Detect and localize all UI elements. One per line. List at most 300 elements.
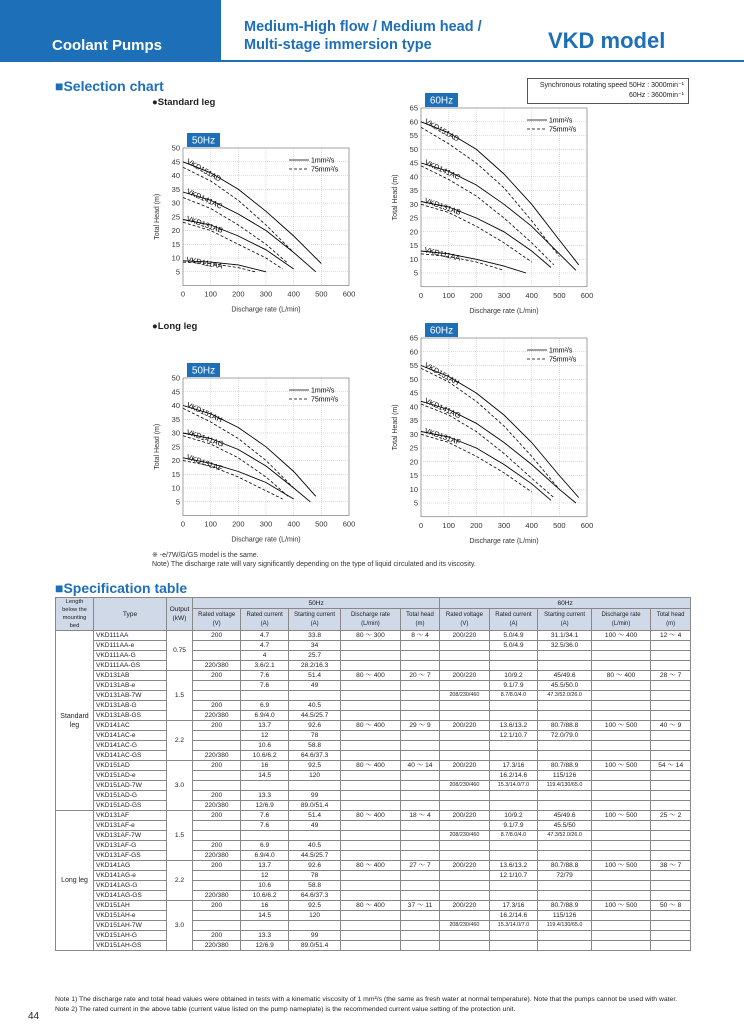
cell-value: 7.6: [241, 681, 289, 691]
cell-value: 10.6: [241, 741, 289, 751]
cell-value: [651, 891, 691, 901]
cell-value: 37 ～ 11: [400, 901, 440, 911]
cell-value: [400, 661, 440, 671]
col-subheader: Starting current (A): [288, 609, 340, 631]
x-tick-label: 400: [525, 290, 538, 300]
table-row: [56, 741, 691, 751]
legend-entry: 1mm²/s: [311, 157, 335, 165]
series-line-viscous: [183, 461, 283, 500]
col-output: Output (kW): [167, 598, 193, 631]
cell-value: [651, 661, 691, 671]
x-axis-label: Discharge rate (L/min): [231, 536, 301, 544]
cell-value: 200: [193, 701, 241, 711]
footnote-2: Note 2) The rated current in the above table (current value listed on the pump nameplate) is the recommended current value setting of the protection unit.: [55, 1006, 516, 1013]
cell-value: [400, 941, 440, 951]
y-tick-label: 45: [171, 157, 180, 167]
cell-value: [400, 801, 440, 811]
y-tick-label: 25: [409, 443, 418, 453]
x-tick-label: 600: [580, 520, 594, 530]
cell-value: 15.3/14.0/7.0: [489, 921, 538, 931]
cell-value: [591, 931, 651, 941]
table-row: [56, 831, 691, 841]
cell-type: VKD131AB: [94, 671, 167, 681]
cell-value: [591, 741, 651, 751]
cell-value: [538, 741, 591, 751]
cell-value: 25.7: [288, 651, 340, 661]
table-row: [56, 801, 691, 811]
cell-value: [651, 651, 691, 661]
cell-value: 58.8: [288, 741, 340, 751]
cell-value: 200: [193, 811, 241, 821]
cell-value: [489, 741, 538, 751]
cell-value: [489, 791, 538, 801]
x-tick-label: 200: [232, 289, 245, 299]
cell-value: 78: [288, 871, 340, 881]
x-axis-label: Discharge rate (L/min): [469, 537, 539, 545]
cell-value: [591, 851, 651, 861]
cell-value: 208/230/460: [440, 921, 489, 931]
series-line-viscous: [421, 127, 559, 256]
cell-value: [440, 751, 489, 761]
cell-value: [651, 881, 691, 891]
x-tick-label: 600: [342, 289, 356, 299]
cell-value: [591, 681, 651, 691]
cell-type: VKD151AH-GS: [94, 941, 167, 951]
chart-note-1: ※ -e/7W/G/GS model is the same.: [152, 552, 259, 559]
x-tick-label: 500: [553, 290, 566, 300]
y-tick-label: 30: [171, 198, 180, 208]
cell-value: [651, 751, 691, 761]
cell-value: 4.7: [241, 641, 289, 651]
hz-label: 60Hz: [429, 95, 454, 107]
cell-value: [489, 651, 538, 661]
cell-value: [591, 771, 651, 781]
cell-value: 54 ～ 14: [651, 761, 691, 771]
col-mount: Length below the mounting bed: [56, 598, 94, 631]
cell-value: [651, 931, 691, 941]
y-tick-label: 40: [171, 171, 180, 180]
cell-value: [400, 691, 440, 701]
col-group-60hz: 60Hz: [440, 598, 691, 609]
cell-value: [591, 941, 651, 951]
cell-value: [400, 891, 440, 901]
cell-type: VKD131AF-e: [94, 821, 167, 831]
y-tick-label: 10: [409, 484, 418, 494]
cell-value: [400, 921, 440, 931]
series-label: VKD131AF: [423, 425, 462, 447]
cell-value: [489, 841, 538, 851]
cell-value: 10/9.2: [489, 811, 538, 821]
cell-value: [440, 941, 489, 951]
y-tick-label: 30: [171, 428, 180, 438]
cell-value: [591, 871, 651, 881]
table-row: [56, 661, 691, 671]
cell-value: [591, 701, 651, 711]
cell-value: [400, 831, 440, 841]
table-row: [56, 901, 691, 911]
table-row: [56, 821, 691, 831]
series-label: VKD151AH: [185, 400, 224, 425]
cell-value: [651, 871, 691, 881]
cell-value: [651, 791, 691, 801]
cell-value: 51.4: [288, 671, 340, 681]
cell-value: [400, 931, 440, 941]
cell-value: 12: [241, 731, 289, 741]
page-number: 44: [28, 1011, 40, 1022]
cell-value: 200/220: [440, 721, 489, 731]
table-row: [56, 871, 691, 881]
cell-value: [400, 741, 440, 751]
cell-value: 6.9: [241, 701, 289, 711]
cell-value: [400, 871, 440, 881]
long-leg-label: ●Long leg: [152, 321, 198, 332]
cell-value: 40 ～ 9: [651, 721, 691, 731]
cell-value: 80.7/88.8: [538, 721, 591, 731]
cell-value: [400, 641, 440, 651]
legend-entry: 75mm²/s: [311, 396, 339, 404]
cell-value: 80 ～ 400: [341, 721, 401, 731]
cell-value: 200: [193, 671, 241, 681]
y-tick-label: 5: [175, 267, 180, 277]
cell-value: 220/380: [193, 661, 241, 671]
cell-value: 28 ～ 7: [651, 671, 691, 681]
category-title: Coolant Pumps: [52, 37, 163, 54]
cell-value: 14.5: [241, 771, 289, 781]
cell-value: [489, 881, 538, 891]
cell-type: VKD151AH-e: [94, 911, 167, 921]
cell-value: 72/79: [538, 871, 591, 881]
cell-value: 200: [193, 761, 241, 771]
table-row: [56, 761, 691, 771]
cell-value: [400, 751, 440, 761]
cell-type: VKD131AB-7W: [94, 691, 167, 701]
cell-value: [440, 731, 489, 741]
cell-type: VKD141AG-GS: [94, 891, 167, 901]
speed-note-line2: 60Hz : 3600min⁻¹: [628, 92, 684, 99]
cell-value: 13.6/13.2: [489, 721, 538, 731]
y-tick-label: 45: [171, 387, 180, 397]
y-axis-label: Total Head (m): [392, 404, 399, 451]
spec-table: [55, 597, 691, 951]
cell-value: [341, 841, 401, 851]
cell-type: VKD111AA-G: [94, 651, 167, 661]
cell-value: 6.9/4.0: [241, 711, 289, 721]
table-row: [56, 861, 691, 871]
cell-value: [400, 881, 440, 891]
cell-value: [489, 941, 538, 951]
cell-value: [288, 831, 340, 841]
cell-value: [341, 831, 401, 841]
cell-value: [193, 781, 241, 791]
cell-value: [591, 711, 651, 721]
cell-value: 17.3/16: [489, 761, 538, 771]
cell-value: 13.3: [241, 931, 289, 941]
cell-value: [341, 911, 401, 921]
cell-value: [651, 851, 691, 861]
cell-type: VKD151AD-e: [94, 771, 167, 781]
cell-value: 220/380: [193, 851, 241, 861]
cell-value: [651, 691, 691, 701]
cell-type: VKD131AB-G: [94, 701, 167, 711]
x-tick-label: 300: [259, 519, 273, 529]
x-tick-label: 300: [497, 520, 511, 530]
cell-value: 9.1/7.9: [489, 681, 538, 691]
cell-value: 99: [288, 931, 340, 941]
cell-value: 89.0/51.4: [288, 941, 340, 951]
cell-value: 13.3: [241, 791, 289, 801]
cell-value: 220/380: [193, 941, 241, 951]
cell-value: [341, 711, 401, 721]
cell-value: 100 ～ 500: [591, 761, 651, 771]
chart-standard-50hz: [150, 130, 370, 320]
cell-mount: Long leg: [56, 811, 94, 951]
cell-value: [341, 651, 401, 661]
cell-value: [591, 691, 651, 701]
series-line: [183, 433, 310, 502]
cell-value: 32.5/36.0: [538, 641, 591, 651]
cell-value: [341, 691, 401, 701]
cell-value: [400, 681, 440, 691]
cell-value: [538, 801, 591, 811]
cell-value: [489, 891, 538, 901]
legend-entry: 1mm²/s: [549, 117, 573, 125]
cell-value: 72.0/79.0: [538, 731, 591, 741]
col-subheader: Rated current (A): [489, 609, 538, 631]
cell-value: 200/220: [440, 631, 489, 641]
cell-value: [400, 701, 440, 711]
x-axis-label: Discharge rate (L/min): [231, 306, 301, 314]
cell-value: 100 ～ 400: [591, 631, 651, 641]
cell-value: [341, 741, 401, 751]
product-subtitle: [244, 18, 482, 54]
y-axis-label: Total Head (m): [154, 193, 161, 240]
x-tick-label: 0: [418, 290, 424, 300]
cell-value: [591, 651, 651, 661]
cell-value: [440, 711, 489, 721]
y-tick-label: 60: [409, 347, 418, 357]
y-tick-label: 20: [171, 226, 180, 235]
cell-value: [193, 731, 241, 741]
cell-value: [440, 821, 489, 831]
cell-value: [341, 791, 401, 801]
cell-value: [341, 891, 401, 901]
cell-value: 208/230/460: [440, 691, 489, 701]
cell-value: [341, 751, 401, 761]
cell-value: 5.0/4.9: [489, 641, 538, 651]
cell-value: 10.6/6.2: [241, 751, 289, 761]
y-tick-label: 50: [171, 373, 180, 383]
cell-value: [440, 841, 489, 851]
y-tick-label: 5: [413, 498, 418, 508]
cell-value: 10/9.2: [489, 671, 538, 681]
col-subheader: Total head (m): [400, 609, 440, 631]
table-row: [56, 881, 691, 891]
legend-entry: 1mm²/s: [311, 387, 335, 395]
cell-value: [341, 821, 401, 831]
table-row: [56, 931, 691, 941]
model-title: VKD model: [548, 28, 666, 53]
series-label: VKD141AC: [185, 186, 224, 211]
cell-value: 10.6/6.2: [241, 891, 289, 901]
y-tick-label: 60: [409, 117, 418, 127]
y-tick-label: 5: [175, 497, 180, 507]
cell-value: 50 ～ 8: [651, 901, 691, 911]
cell-value: [341, 681, 401, 691]
cell-value: 64.6/37.3: [288, 891, 340, 901]
cell-type: VKD151AD-7W: [94, 781, 167, 791]
cell-value: [341, 851, 401, 861]
cell-value: 16.2/14.6: [489, 911, 538, 921]
series-line-viscous: [421, 404, 554, 498]
cell-value: [288, 691, 340, 701]
cell-value: [440, 771, 489, 781]
cell-value: 80 ～ 300: [341, 631, 401, 641]
legend-entry: 75mm²/s: [311, 166, 339, 174]
cell-value: 13.6/13.2: [489, 861, 538, 871]
cell-value: [538, 941, 591, 951]
series-label: VKD141AG: [423, 395, 463, 421]
cell-type: VKD141AC-GS: [94, 751, 167, 761]
cell-value: 12.1/10.7: [489, 731, 538, 741]
y-tick-label: 45: [409, 158, 418, 168]
cell-value: 119.4/130/65.0: [538, 781, 591, 791]
cell-value: 100 ～ 500: [591, 721, 651, 731]
cell-value: [651, 701, 691, 711]
cell-value: 14.5: [241, 911, 289, 921]
col-subheader: Starting current (A): [538, 609, 591, 631]
cell-value: [341, 701, 401, 711]
cell-value: [538, 931, 591, 941]
cell-value: 115/126: [538, 771, 591, 781]
table-row: [56, 891, 691, 901]
series-label: VKD141AG: [185, 427, 225, 449]
cell-value: [489, 711, 538, 721]
cell-output: 2.2: [167, 721, 193, 761]
cell-value: 200/220: [440, 861, 489, 871]
cell-value: [591, 801, 651, 811]
cell-value: [193, 831, 241, 841]
cell-value: [193, 741, 241, 751]
cell-value: [440, 701, 489, 711]
cell-value: [591, 891, 651, 901]
cell-value: 51.4: [288, 811, 340, 821]
footnote-1: Note 1) The discharge rate and total head values were obtained in tests with a kinematic viscosity of 1 mm²/s (the same as fresh water at normal temperature). Note that the pumps cannot be used with water.: [55, 996, 678, 1003]
cell-value: 119.4/130/65.0: [538, 921, 591, 931]
cell-value: 58.8: [288, 881, 340, 891]
y-tick-label: 25: [409, 213, 418, 223]
cell-value: 31.1/34.1: [538, 631, 591, 641]
cell-value: 45/49.6: [538, 811, 591, 821]
x-tick-label: 500: [553, 520, 566, 530]
cell-value: [651, 711, 691, 721]
subtitle-line2: Multi-stage immersion type: [244, 37, 432, 53]
cell-value: [193, 911, 241, 921]
table-row: [56, 721, 691, 731]
cell-type: VKD151AH: [94, 901, 167, 911]
series-line-viscous: [183, 436, 288, 497]
cell-value: [651, 821, 691, 831]
cell-value: 6.9/4.0: [241, 851, 289, 861]
cell-value: [341, 731, 401, 741]
y-tick-label: 25: [171, 212, 180, 222]
y-tick-label: 55: [409, 131, 418, 140]
y-tick-label: 30: [409, 199, 418, 209]
y-tick-label: 45: [409, 388, 418, 398]
y-axis-label: Total Head (m): [392, 174, 399, 221]
cell-value: [400, 911, 440, 921]
table-row: [56, 671, 691, 681]
x-tick-label: 0: [180, 519, 186, 529]
cell-value: [400, 841, 440, 851]
y-tick-label: 25: [171, 442, 180, 452]
cell-value: 208/230/460: [440, 781, 489, 791]
cell-value: 100 ～ 500: [591, 861, 651, 871]
cell-value: 80.7/88.8: [538, 861, 591, 871]
series-line: [183, 162, 321, 264]
series-label: VKD111AA: [185, 254, 224, 271]
cell-value: 7.6: [241, 671, 289, 681]
cell-value: 80 ～ 400: [591, 671, 651, 681]
cell-value: 16: [241, 761, 289, 771]
cell-value: 80 ～ 400: [341, 671, 401, 681]
speed-note-line1: Synchronous rotating speed 50Hz : 3000min⁻¹: [539, 82, 684, 89]
legend-entry: 75mm²/s: [549, 356, 577, 364]
table-row: [56, 781, 691, 791]
col-subheader: Discharge rate (L/min): [341, 609, 401, 631]
cell-value: 8.7/8.0/4.0: [489, 691, 538, 701]
table-row: [56, 701, 691, 711]
cell-value: 16: [241, 901, 289, 911]
cell-value: 200: [193, 861, 241, 871]
cell-value: [591, 731, 651, 741]
cell-value: 12: [241, 871, 289, 881]
cell-value: 200/220: [440, 761, 489, 771]
cell-value: [538, 881, 591, 891]
cell-value: [651, 841, 691, 851]
cell-value: 200: [193, 931, 241, 941]
cell-value: 78: [288, 731, 340, 741]
cell-value: 12.1/10.7: [489, 871, 538, 881]
cell-value: [591, 791, 651, 801]
cell-value: [400, 791, 440, 801]
cell-value: 200: [193, 901, 241, 911]
cell-value: 8 ～ 4: [400, 631, 440, 641]
table-row: [56, 641, 691, 651]
hz-label: 50Hz: [191, 365, 216, 377]
chart-note-2: Note) The discharge rate will vary significantly depending on the type of liquid circulated and its viscosity.: [152, 561, 476, 568]
cell-value: [489, 751, 538, 761]
cell-value: [538, 841, 591, 851]
cell-value: [440, 681, 489, 691]
cell-value: 10.6: [241, 881, 289, 891]
cell-type: VKD131AF-7W: [94, 831, 167, 841]
cell-value: [400, 711, 440, 721]
table-row: [56, 791, 691, 801]
cell-value: [651, 941, 691, 951]
cell-value: 200: [193, 791, 241, 801]
cell-value: [538, 701, 591, 711]
cell-value: 200/220: [440, 671, 489, 681]
cell-value: [440, 851, 489, 861]
col-type: Type: [94, 598, 167, 631]
cell-value: [591, 921, 651, 931]
cell-value: [538, 791, 591, 801]
cell-type: VKD151AD-G: [94, 791, 167, 801]
cell-value: [591, 661, 651, 671]
standard-leg-label: ●Standard leg: [152, 97, 216, 108]
cell-type: VKD131AB-GS: [94, 711, 167, 721]
y-tick-label: 20: [409, 457, 418, 467]
